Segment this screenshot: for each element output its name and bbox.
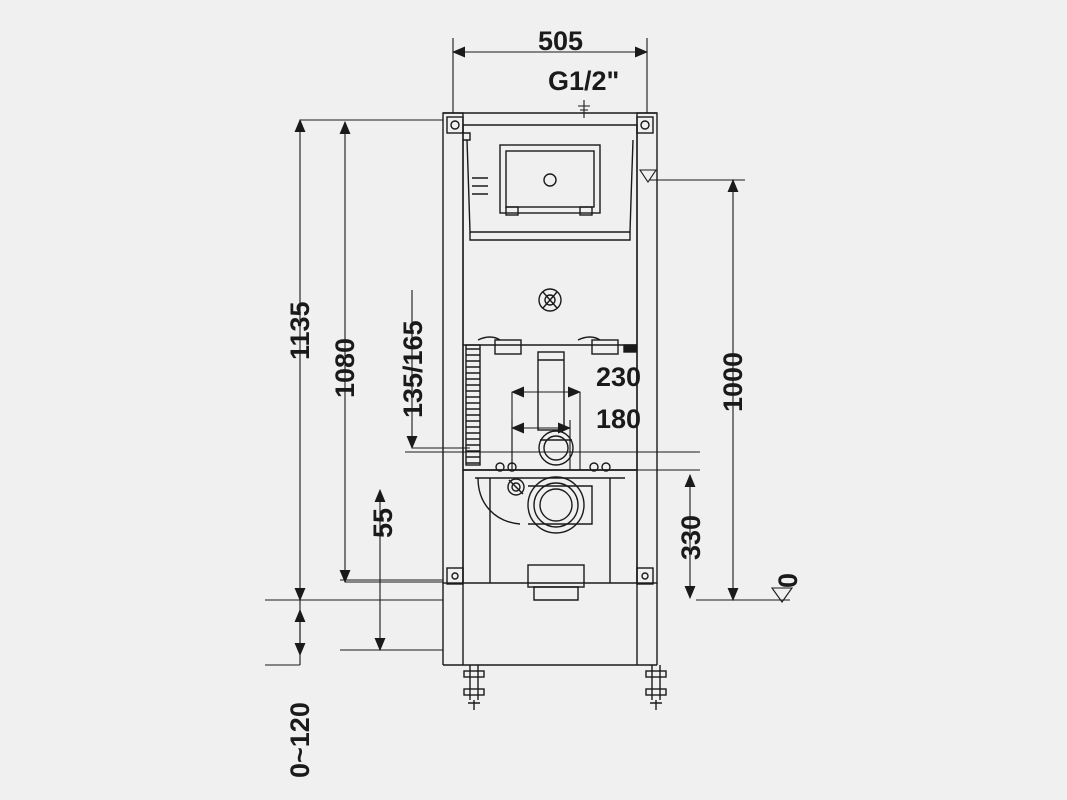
dimension-height-bowl: 330 (676, 514, 706, 560)
dimension-height-total: 1135 (285, 301, 315, 360)
label-datum-zero: 0 (773, 572, 803, 588)
dimension-width-top: 505 (538, 26, 584, 56)
dimension-low-offset: 55 (368, 507, 398, 538)
label-thread-size: G1/2" (548, 66, 620, 96)
dimension-outlet-spacing: 230 (596, 362, 642, 392)
dimension-foot-adjust: 0~120 (285, 702, 315, 778)
dimension-bolt-spacing: 180 (596, 404, 642, 434)
dimension-height-to-outlet: 1000 (718, 351, 748, 412)
dimension-height-frame: 1080 (330, 337, 360, 398)
dimension-depth-range: 135/165 (398, 320, 428, 418)
